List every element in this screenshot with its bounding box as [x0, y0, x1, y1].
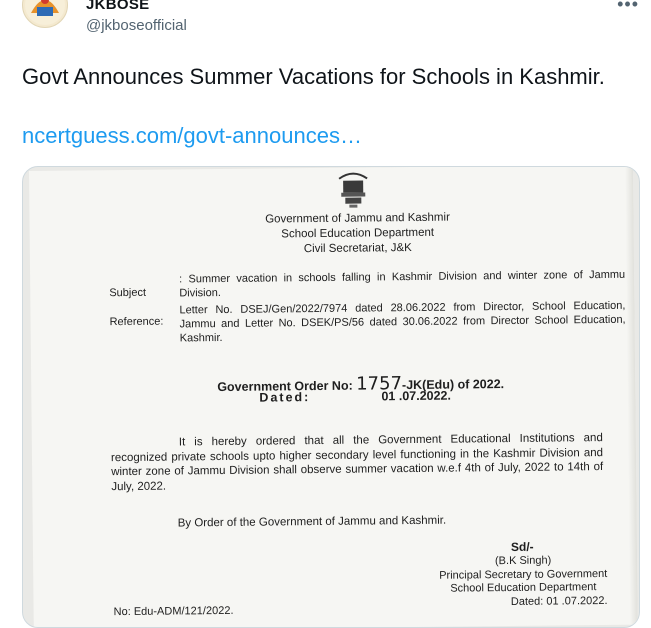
subject-text: : Summer vacation in schools falling in Kashmir Division and winter zone of Jammu Division. — [179, 268, 626, 300]
signatory-department: School Education Department — [450, 581, 597, 595]
tweet-media-image[interactable] — [22, 166, 640, 628]
government-order-document — [29, 166, 638, 628]
order-suffix: -JK(Edu) of 2022. — [401, 377, 505, 393]
reference-number: No: Edu-ADM/121/2022. — [113, 604, 234, 619]
tweet-link[interactable]: ncertguess.com/govt-announces… — [22, 123, 362, 148]
header-line: Civil Secretariat, J&K — [303, 241, 412, 256]
by-order-line: By Order of the Government of Jammu and Kashmir. — [177, 514, 447, 530]
signatory-block — [433, 554, 614, 610]
order-body: It is hereby ordered that all the Government Educational Institutions and recognized private schools upto higher secondary level functioning in the Kashmir Division and winter zone of Jammu Division shall observe summer vacation w.e.f 4th of July, 2022 to 14th of July, 2022. — [110, 432, 604, 493]
header-line: School Education Department — [281, 226, 435, 241]
paper-edge — [625, 166, 638, 625]
header-line: Government of Jammu and Kashmir — [265, 211, 450, 226]
signatory-date: Dated: 01 .07.2022. — [510, 594, 608, 608]
dated-label: Dated: — [259, 390, 311, 405]
order-date — [259, 389, 451, 405]
order-number: 1757 — [356, 373, 403, 395]
dated-value: 01 .07.2022. — [381, 388, 452, 404]
subject-label: Subject — [109, 286, 147, 300]
document-header — [237, 210, 477, 258]
reference-label: Reference: — [109, 315, 164, 329]
order-prefix: Government Order No: — [217, 378, 353, 395]
signatory-title: Principal Secretary to Government — [439, 567, 608, 582]
more-options-icon[interactable]: ••• — [617, 0, 639, 14]
author-handle[interactable]: @jkboseofficial — [86, 17, 187, 34]
tweet-text: Govt Announces Summer Vacations for Schools in Kashmir. — [22, 64, 605, 89]
reference-text: Letter No. DSEJ/Gen/2022/7974 dated 28.06.2022 from Director, School Education, Jammu and Letter No. DSEK/PS/56 dated 30.06.2022 from Director School Education, Kashmir. — [179, 299, 626, 345]
jkbose-logo-icon — [23, 0, 67, 27]
signatory-name: (B.K Singh) — [494, 554, 552, 568]
emblem-icon — [329, 170, 377, 211]
signature-sd: Sd/- — [510, 539, 534, 554]
author-name[interactable]: JKBOSE — [86, 0, 150, 13]
author-avatar[interactable] — [22, 0, 68, 28]
